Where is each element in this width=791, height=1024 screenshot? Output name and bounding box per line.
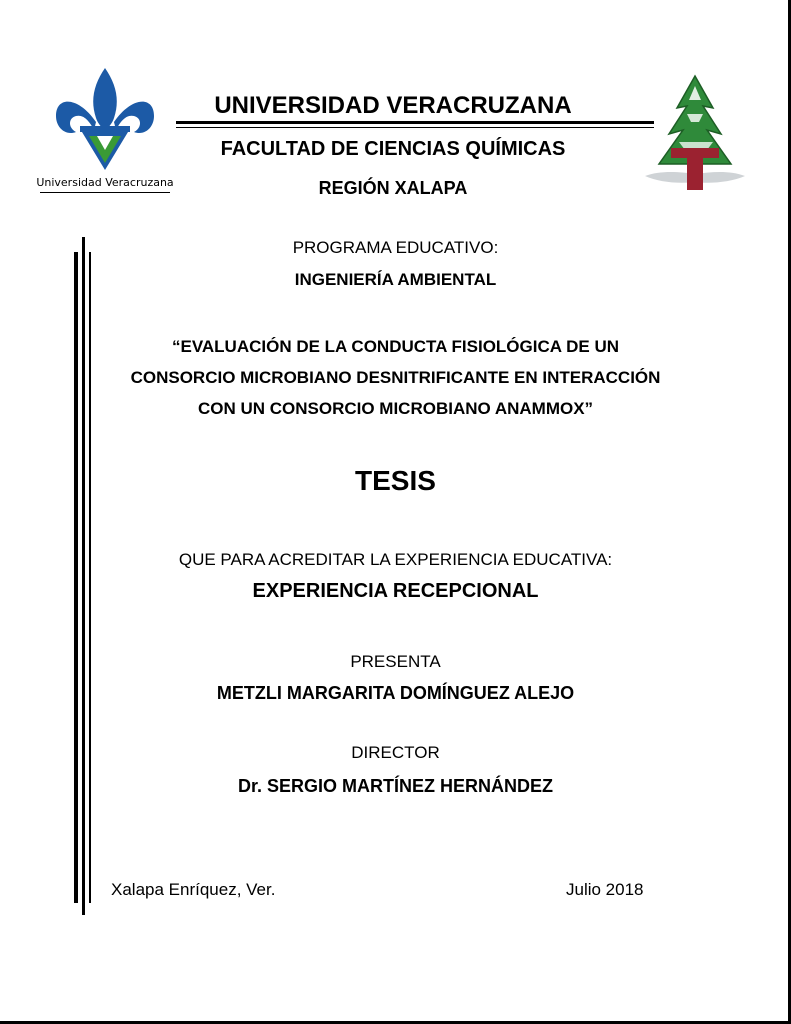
- region-name: REGIÓN XALAPA: [318, 178, 468, 198]
- document-type: TESIS: [355, 465, 436, 496]
- uv-logo: [34, 66, 176, 194]
- thesis-title-line: “EVALUACIÓN DE LA CONDUCTA FISIOLÓGICA DE UN: [171, 337, 620, 356]
- fleur-de-lis-icon: [34, 66, 176, 174]
- director-name: Dr. SERGIO MARTÍNEZ HERNÁNDEZ: [237, 776, 554, 796]
- thesis-title-line: CON UN CONSORCIO MICROBIANO ANAMMOX”: [197, 399, 594, 418]
- date: Julio 2018: [566, 880, 644, 899]
- place: Xalapa Enríquez, Ver.: [111, 880, 276, 899]
- university-name: UNIVERSIDAD VERACRUZANA: [214, 92, 572, 119]
- faculty-name: FACULTAD DE CIENCIAS QUÍMICAS: [220, 138, 566, 160]
- thesis-title-line: CONSORCIO MICROBIANO DESNITRIFICANTE EN INTERACCIÓN: [130, 368, 661, 387]
- program-label: PROGRAMA EDUCATIVO:: [292, 238, 499, 257]
- program-name: INGENIERÍA AMBIENTAL: [294, 270, 497, 289]
- header-rule-thin: [176, 127, 654, 128]
- tree-icon: [641, 72, 749, 198]
- author-label: PRESENTA: [350, 652, 441, 671]
- header-rule: [176, 121, 654, 124]
- logo-caption-underline: [40, 192, 170, 193]
- experience-label: QUE PARA ACREDITAR LA EXPERIENCIA EDUCATIVA:: [178, 550, 613, 569]
- experience-name: EXPERIENCIA RECEPCIONAL: [252, 580, 539, 602]
- faculty-logo: [641, 72, 749, 198]
- director-label: DIRECTOR: [351, 743, 440, 762]
- author-name: METZLI MARGARITA DOMÍNGUEZ ALEJO: [216, 683, 575, 703]
- logo-caption: Universidad Veracruzana: [36, 176, 174, 189]
